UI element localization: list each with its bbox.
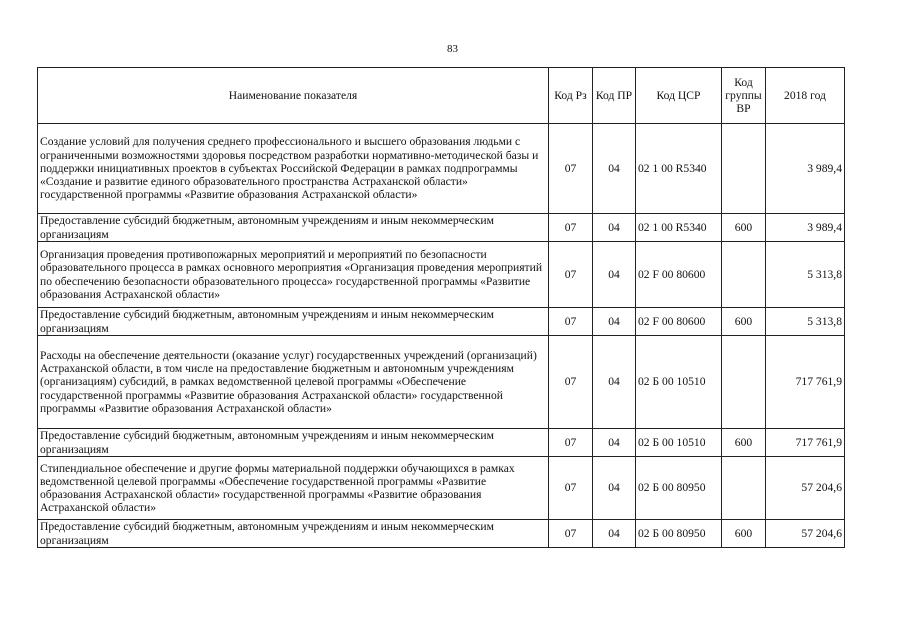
row-csr: 02 Б 00 80950 bbox=[636, 520, 722, 548]
row-csr: 02 1 00 R5340 bbox=[636, 214, 722, 242]
row-name: Стипендиальное обеспечение и другие формы материальной поддержки обучающихся в рамках ведомственной целевой программы «Обеспечение государственной программы «Развитие образования Астраханской области» государственной программы «Развитие образования Астраханской области» bbox=[38, 457, 549, 520]
row-csr: 02 Б 00 80950 bbox=[636, 457, 722, 520]
header-pr: Код ПР bbox=[593, 68, 636, 124]
row-amount: 3 989,4 bbox=[766, 214, 845, 242]
row-pr: 04 bbox=[593, 214, 636, 242]
row-csr: 02 F 00 80600 bbox=[636, 242, 722, 308]
table-header-row bbox=[38, 68, 845, 124]
row-amount: 717 761,9 bbox=[766, 336, 845, 429]
row-csr: 02 Б 00 10510 bbox=[636, 336, 722, 429]
row-vr: 600 bbox=[722, 520, 766, 548]
row-amount: 57 204,6 bbox=[766, 520, 845, 548]
row-name: Создание условий для получения среднего профессионального и высшего образования людьми с ограниченными возможностями здоровья посредством разработки нормативно-методической базы и поддержки инициативных проектов в субъектах Российской Федерации в рамках подпрограммы «Создание и развитие единого образовательного пространства Астраханской области» государственной программы «Развитие образования Астраханской области» bbox=[38, 124, 549, 214]
row-amount: 3 989,4 bbox=[766, 124, 845, 214]
row-rz: 07 bbox=[549, 214, 593, 242]
table-row bbox=[38, 124, 845, 214]
row-vr bbox=[722, 336, 766, 429]
header-rz: Код Рз bbox=[549, 68, 593, 124]
row-amount: 717 761,9 bbox=[766, 429, 845, 457]
header-csr: Код ЦСР bbox=[636, 68, 722, 124]
header-vr: Код группы ВР bbox=[722, 68, 766, 124]
row-csr: 02 F 00 80600 bbox=[636, 308, 722, 336]
row-rz: 07 bbox=[549, 124, 593, 214]
table-row bbox=[38, 520, 845, 548]
row-vr: 600 bbox=[722, 308, 766, 336]
row-pr: 04 bbox=[593, 124, 636, 214]
table-row bbox=[38, 242, 845, 308]
row-name: Предоставление субсидий бюджетным, автономным учреждениям и иным некоммерческим организациям bbox=[38, 520, 549, 548]
row-name: Организация проведения противопожарных мероприятий и мероприятий по безопасности образовательного процесса в рамках основного мероприятия «Организация проведения мероприятий по обеспечению безопасности образовательного процесса» государственной программы «Развитие образования Астраханской области» bbox=[38, 242, 549, 308]
row-pr: 04 bbox=[593, 308, 636, 336]
budget-table bbox=[37, 67, 845, 548]
row-pr: 04 bbox=[593, 429, 636, 457]
row-vr bbox=[722, 124, 766, 214]
row-vr: 600 bbox=[722, 214, 766, 242]
row-rz: 07 bbox=[549, 457, 593, 520]
row-name: Предоставление субсидий бюджетным, автономным учреждениям и иным некоммерческим организациям bbox=[38, 308, 549, 336]
row-csr: 02 Б 00 10510 bbox=[636, 429, 722, 457]
row-rz: 07 bbox=[549, 308, 593, 336]
row-pr: 04 bbox=[593, 457, 636, 520]
row-rz: 07 bbox=[549, 336, 593, 429]
header-name: Наименование показателя bbox=[38, 68, 549, 124]
row-amount: 5 313,8 bbox=[766, 308, 845, 336]
row-vr: 600 bbox=[722, 429, 766, 457]
table-row bbox=[38, 214, 845, 242]
header-year: 2018 год bbox=[766, 68, 845, 124]
row-pr: 04 bbox=[593, 520, 636, 548]
page-number: 83 bbox=[447, 43, 458, 55]
table-row bbox=[38, 336, 845, 429]
row-name: Расходы на обеспечение деятельности (оказание услуг) государственных учреждений (организаций) Астраханской области, в том числе на предоставление бюджетным и автономным учреждениям (организациям) субсидий, в рамках ведомственной целевой программы «Обеспечение государственной программы «Развитие образования Астраханской области» государственной программы «Развитие образования Астраханской области» bbox=[38, 336, 549, 429]
row-amount: 5 313,8 bbox=[766, 242, 845, 308]
table-row bbox=[38, 429, 845, 457]
row-name: Предоставление субсидий бюджетным, автономным учреждениям и иным некоммерческим организациям bbox=[38, 214, 549, 242]
row-amount: 57 204,6 bbox=[766, 457, 845, 520]
row-rz: 07 bbox=[549, 520, 593, 548]
row-rz: 07 bbox=[549, 429, 593, 457]
row-csr: 02 1 00 R5340 bbox=[636, 124, 722, 214]
row-vr bbox=[722, 457, 766, 520]
row-vr bbox=[722, 242, 766, 308]
table-row bbox=[38, 308, 845, 336]
row-pr: 04 bbox=[593, 336, 636, 429]
table-row bbox=[38, 457, 845, 520]
row-pr: 04 bbox=[593, 242, 636, 308]
row-name: Предоставление субсидий бюджетным, автономным учреждениям и иным некоммерческим организациям bbox=[38, 429, 549, 457]
row-rz: 07 bbox=[549, 242, 593, 308]
